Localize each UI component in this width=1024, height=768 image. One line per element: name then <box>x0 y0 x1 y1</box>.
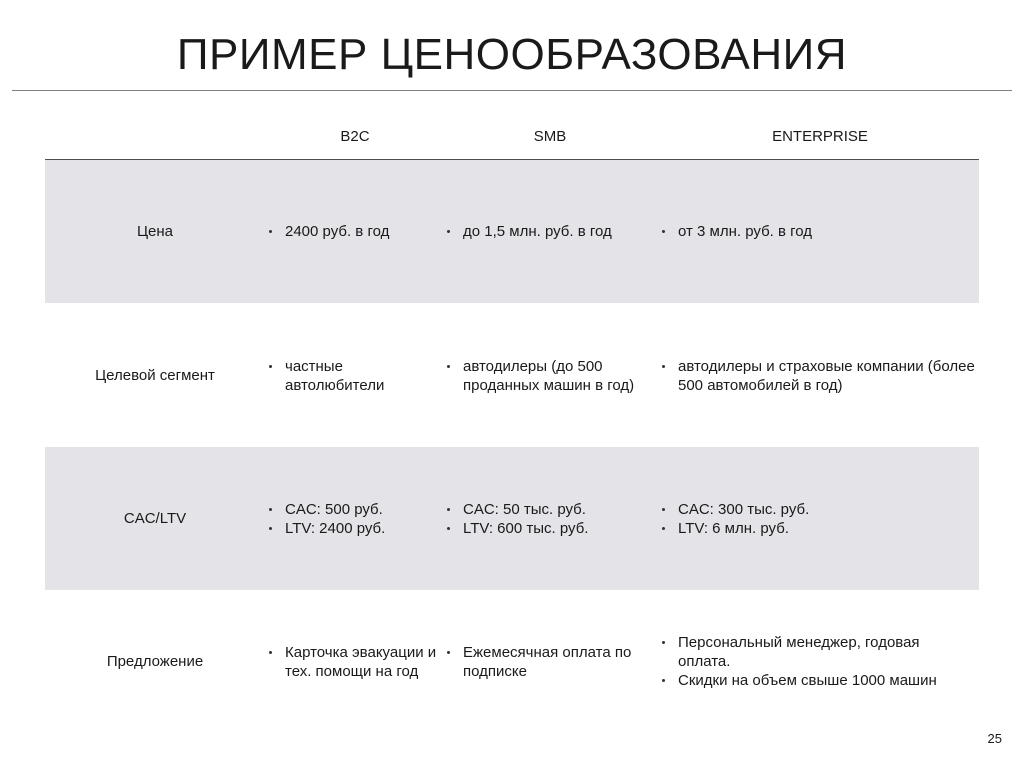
table-row <box>45 160 979 303</box>
column-header-b2c: B2C <box>340 128 370 145</box>
bullet-item: CAC: 50 тыс. руб. <box>445 500 655 519</box>
cell-b2c <box>267 304 437 447</box>
bullet-item: частные автолюбители <box>267 357 437 395</box>
cell-enterprise <box>660 304 975 447</box>
cell-enterprise <box>660 590 975 733</box>
bullet-item: до 1,5 млн. руб. в год <box>445 222 655 241</box>
title-divider <box>12 90 1012 91</box>
slide-title: ПРИМЕР ЦЕНООБРАЗОВАНИЯ <box>176 30 848 79</box>
row-label: Целевой сегмент <box>95 367 215 384</box>
cell-enterprise <box>660 447 975 590</box>
bullet-item: Персональный менеджер, годовая оплата. <box>660 633 975 671</box>
bullet-item: автодилеры (до 500 проданных машин в год) <box>445 357 655 395</box>
row-label: CAC/LTV <box>123 510 187 527</box>
row-label: Предложение <box>106 653 204 670</box>
bullet-item: LTV: 600 тыс. руб. <box>445 519 655 538</box>
cell-smb <box>445 590 655 733</box>
bullet-item: 2400 руб. в год <box>267 222 437 241</box>
page-number: 25 <box>987 731 1002 746</box>
cell-b2c <box>267 160 437 303</box>
table-row <box>45 590 979 733</box>
cell-smb <box>445 447 655 590</box>
bullet-item: CAC: 500 руб. <box>267 500 437 519</box>
row-label: Цена <box>136 223 174 240</box>
cell-enterprise <box>660 160 975 303</box>
bullet-item: Ежемесячная оплата по подписке <box>445 643 655 681</box>
bullet-item: автодилеры и страховые компании (более 500 автомобилей в год) <box>660 357 975 395</box>
bullet-item: Скидки на объем свыше 1000 машин <box>660 671 975 690</box>
cell-b2c <box>267 447 437 590</box>
cell-b2c <box>267 590 437 733</box>
bullet-item: CAC: 300 тыс. руб. <box>660 500 975 519</box>
bullet-item: LTV: 6 млн. руб. <box>660 519 975 538</box>
cell-smb <box>445 304 655 447</box>
cell-smb <box>445 160 655 303</box>
column-header-smb: SMB <box>533 128 567 145</box>
bullet-item: LTV: 2400 руб. <box>267 519 437 538</box>
bullet-item: Карточка эвакуации и тех. помощи на год <box>267 643 437 681</box>
column-header-enterprise: ENTERPRISE <box>772 128 868 145</box>
table-row <box>45 447 979 590</box>
table-row <box>45 304 979 447</box>
bullet-item: от 3 млн. руб. в год <box>660 222 975 241</box>
